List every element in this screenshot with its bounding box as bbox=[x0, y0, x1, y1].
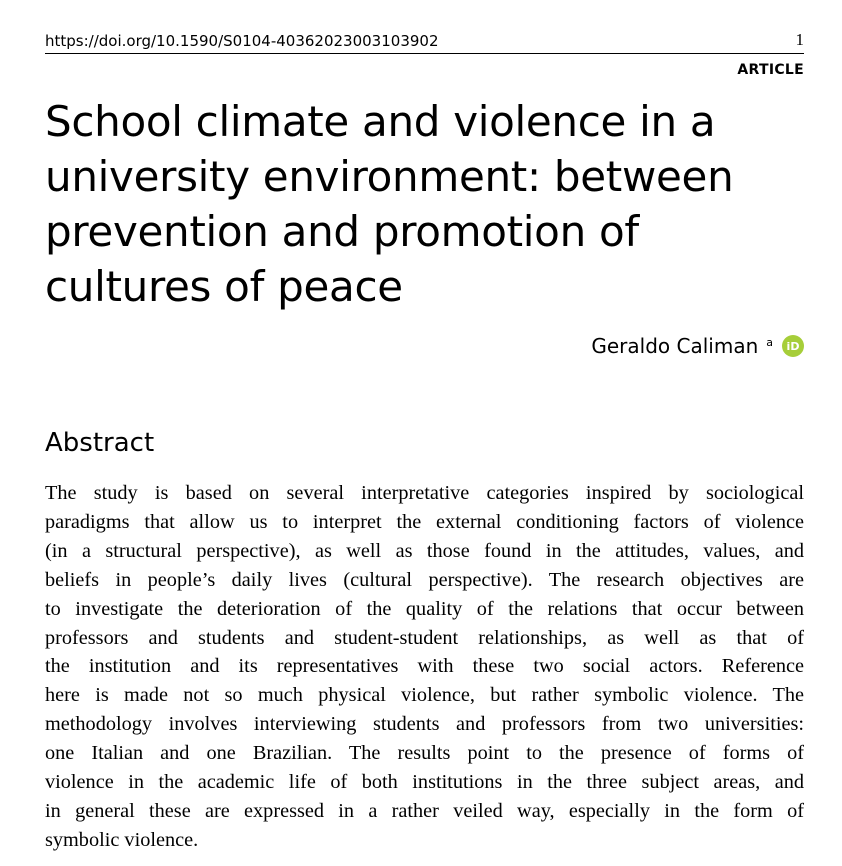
abstract-line: one Italian and one Brazilian. The results point to the presence of forms of bbox=[45, 742, 804, 765]
doi-link[interactable]: https://doi.org/10.1590/S0104-40362023003103902 bbox=[45, 32, 439, 50]
abstract-line: methodology involves interviewing students and professors from two universities: bbox=[45, 713, 804, 736]
abstract-line: in general these are expressed in a rather veiled way, especially in the form of bbox=[45, 799, 804, 822]
author-line bbox=[591, 334, 804, 358]
header-rule bbox=[45, 53, 804, 54]
orcid-icon[interactable] bbox=[782, 335, 804, 357]
article-type-label: ARTICLE bbox=[737, 62, 804, 78]
running-head bbox=[45, 28, 804, 50]
affiliation-mark[interactable]: a bbox=[766, 335, 773, 349]
abstract-line: symbolic violence. bbox=[45, 828, 199, 851]
abstract-line: (in a structural perspective), as well as those found in the attitudes, values, and bbox=[45, 539, 804, 562]
abstract-line: paradigms that allow us to interpret the external conditioning factors of violence bbox=[45, 510, 804, 533]
page-number: 1 bbox=[795, 30, 804, 49]
abstract-heading: Abstract bbox=[45, 428, 155, 458]
paper-page bbox=[45, 0, 804, 866]
abstract-line: violence in the academic life of both institutions in the three subject areas, and bbox=[45, 771, 804, 794]
abstract-line: beliefs in people’s daily lives (cultural perspective). The research objectives are bbox=[45, 568, 804, 591]
abstract-line: to investigate the deterioration of the quality of the relations that occur between bbox=[45, 597, 804, 620]
article-title: School climate and violence in a university environment: between prevention and promotion of cultures of peace bbox=[45, 97, 734, 311]
abstract-line: the institution and its representatives with these two social actors. Reference bbox=[45, 655, 804, 678]
abstract-body bbox=[45, 479, 804, 855]
orcid-label: iD bbox=[786, 339, 800, 353]
abstract-line: here is made not so much physical violence, but rather symbolic violence. The bbox=[45, 684, 804, 707]
author-name: Geraldo Caliman bbox=[591, 334, 759, 358]
abstract-line: professors and students and student-student relationships, as well as that of bbox=[45, 626, 804, 649]
abstract-line: The study is based on several interpretative categories inspired by sociological bbox=[45, 482, 804, 504]
